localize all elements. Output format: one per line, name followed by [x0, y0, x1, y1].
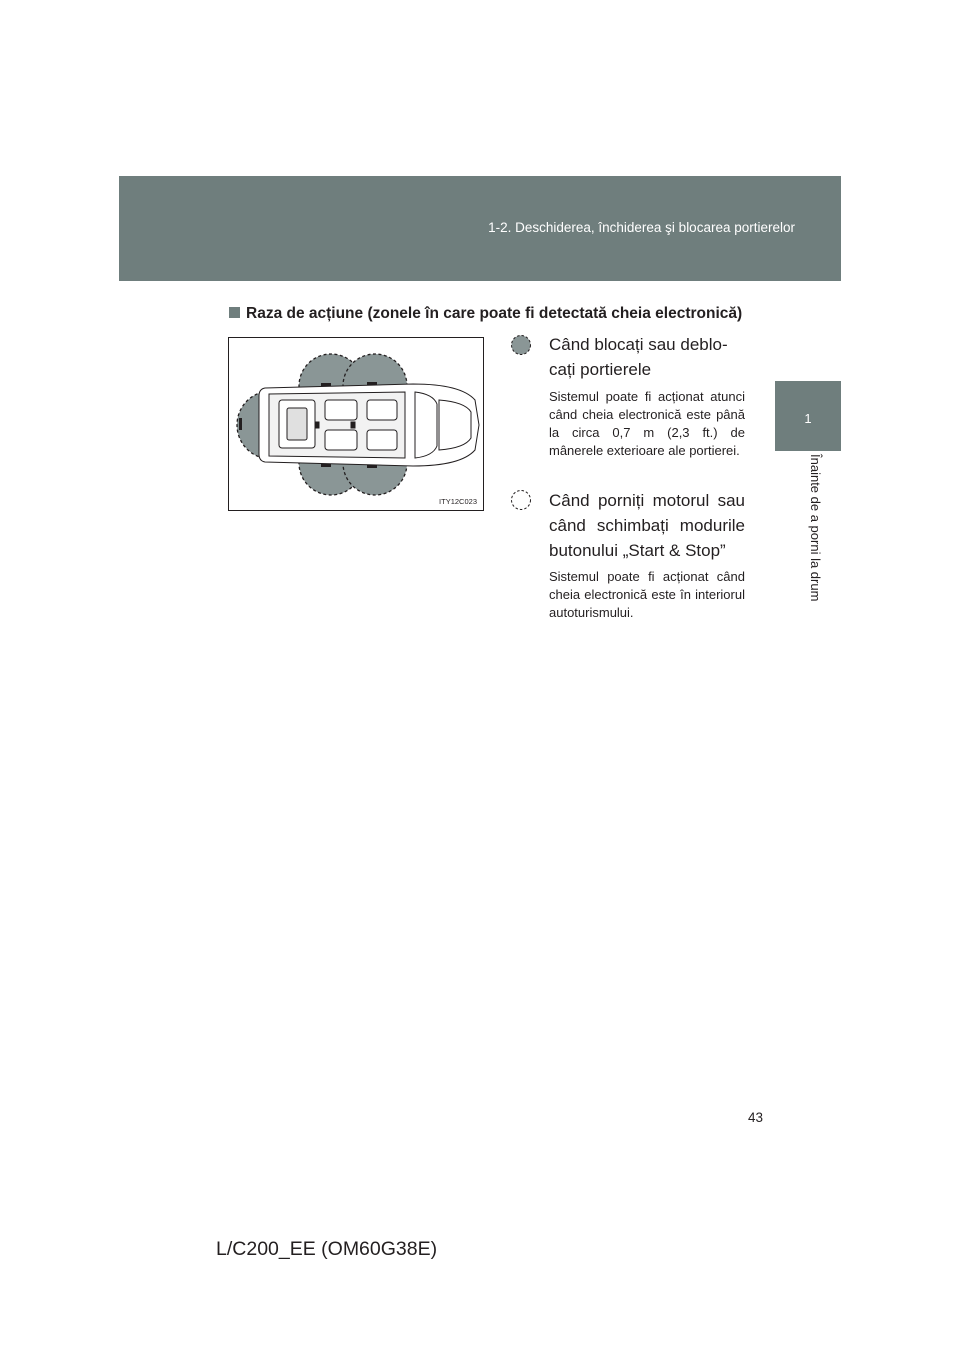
- legend-heading-start-engine: Când porniți motorul sau când schimbați modurile butonului „Start & Stop”: [549, 491, 745, 560]
- console-marker-icon: [351, 422, 355, 428]
- figure-code: ITY12C023: [439, 497, 477, 506]
- legend-heading-lock-unlock: Când blocați sau deblo-cați portierele: [549, 335, 728, 379]
- front-left-seat: [367, 400, 397, 420]
- chapter-title: 1-2. Deschiderea, închiderea şi blocarea portierelor: [488, 220, 795, 235]
- car-top-view-diagram: [229, 338, 483, 510]
- heading-square-bullet-icon: [229, 307, 240, 318]
- chapter-side-tab: [775, 381, 841, 451]
- console-marker-icon: [315, 422, 319, 428]
- front-right-door-handle: [367, 465, 377, 468]
- dashed-circle-empty-icon: [510, 489, 532, 511]
- section-heading: [229, 305, 742, 323]
- front-left-door-handle: [367, 382, 377, 385]
- rear-bench-cushion: [287, 408, 307, 440]
- page-number: 43: [748, 1110, 764, 1125]
- rear-right-door-handle: [321, 464, 331, 467]
- middle-left-seat: [325, 400, 357, 420]
- middle-right-seat: [325, 430, 357, 450]
- chapter-side-label: Înainte de a porni la drum: [808, 454, 823, 602]
- front-right-seat: [367, 430, 397, 450]
- chapter-number: 1: [804, 411, 812, 426]
- chapter-header-band: [119, 176, 841, 281]
- windshield: [415, 392, 437, 458]
- legend-text-lock-unlock: Sistemul poate fi acționat atunci când cheia electronică este până la circa 0,7 m (2,3 ft.) de mânerele exterioare ale portierei.: [549, 389, 745, 458]
- hood: [439, 400, 471, 450]
- detection-range-figure: [228, 337, 484, 511]
- model-code: L/C200_EE (OM60G38E): [216, 1238, 438, 1260]
- legend-text-start-engine: Sistemul poate fi acționat când cheia electronică este în interiorul autoturismului.: [549, 569, 745, 620]
- rear-left-door-handle: [321, 383, 331, 386]
- tailgate-handle: [239, 418, 242, 430]
- dashed-circle-filled-icon: [510, 334, 532, 356]
- section-heading-text: Raza de acțiune (zonele în care poate fi detectată cheia electronică): [246, 305, 743, 322]
